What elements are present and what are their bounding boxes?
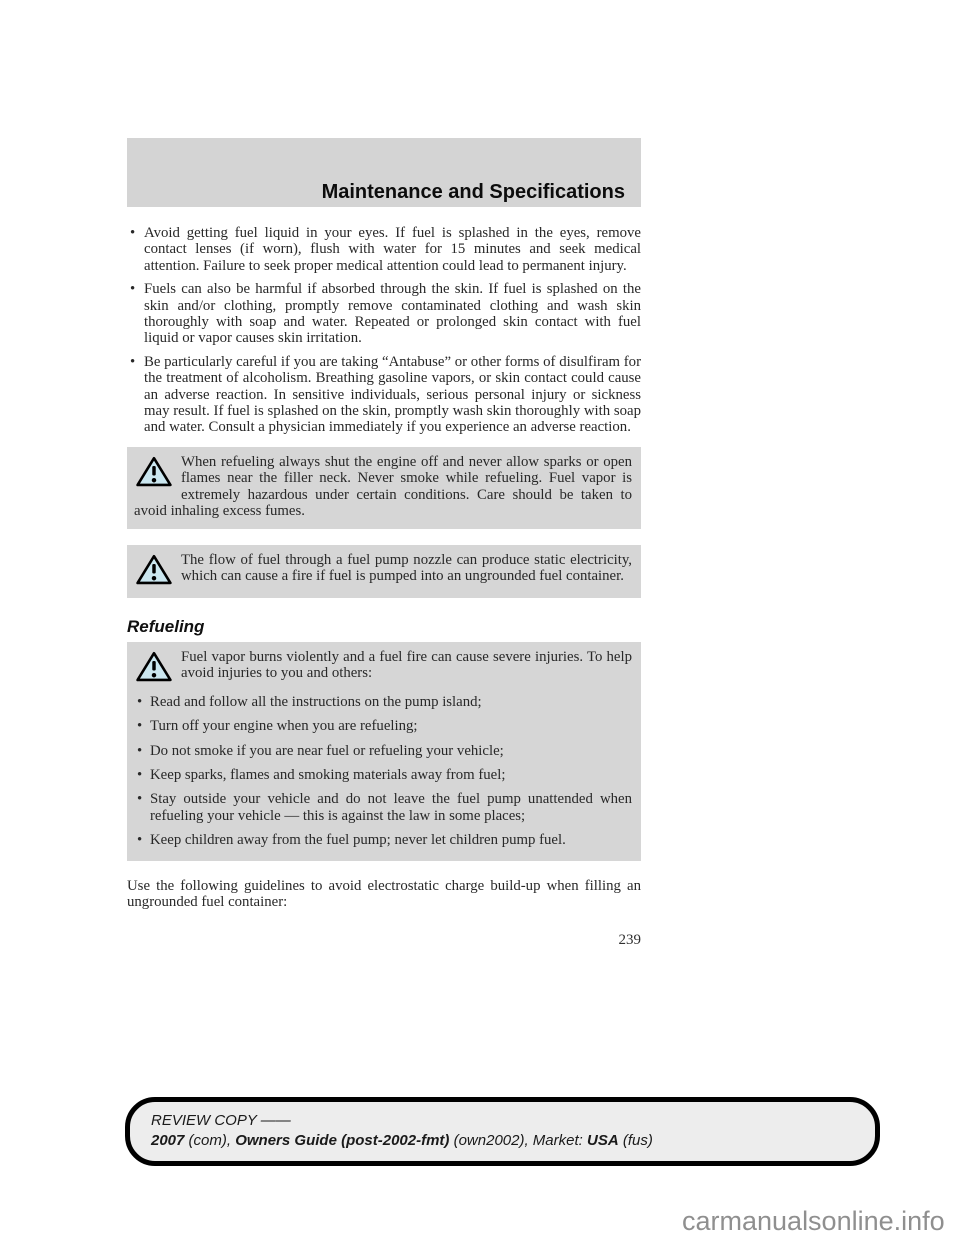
list-item: [127, 225, 641, 274]
review-copy-stamp: [125, 1097, 880, 1166]
bullet-marker: •: [137, 791, 143, 808]
bullet-marker: •: [137, 742, 143, 759]
warning-text: The flow of fuel through a fuel pump nozzle can produce static electricity, which can cause a fire if fuel is pumped into an ungrounded fuel container.: [181, 551, 632, 584]
fuel-safety-list: [127, 225, 641, 436]
warning-triangle-icon: [135, 553, 175, 587]
chapter-title: Maintenance and Specifications: [321, 180, 625, 203]
bullet-marker: •: [137, 832, 143, 849]
list-item: [134, 832, 632, 848]
list-item: [134, 718, 632, 734]
list-item-text: Do not smoke if you are near fuel or refueling your vehicle;: [150, 742, 504, 759]
page-number: 239: [618, 932, 641, 949]
list-item: [134, 791, 632, 824]
warning-triangle-icon: [135, 650, 175, 684]
warning-box-refueling-rules: [127, 642, 641, 861]
list-item: [134, 767, 632, 783]
bullet-marker: •: [130, 225, 136, 241]
market-code: USA: [586, 1132, 619, 1149]
watermark: carmanualsonline.info: [682, 1206, 945, 1236]
list-item: [134, 743, 632, 759]
build-info-text: (com),: [184, 1132, 236, 1149]
chapter-header: [127, 138, 641, 207]
closing-paragraph: Use the following guidelines to avoid electrostatic charge build-up when filling an ungrounded fuel container:: [127, 877, 641, 910]
bullet-marker: •: [137, 766, 143, 783]
bullet-marker: •: [130, 281, 136, 298]
list-item: [134, 694, 632, 710]
list-item-text: Keep sparks, flames and smoking materials away from fuel;: [150, 766, 506, 783]
build-info-text: (fus): [618, 1132, 653, 1149]
bullet-marker: •: [137, 693, 143, 710]
build-year: 2007: [151, 1132, 185, 1149]
list-item-text: Turn off your engine when you are refueling;: [150, 718, 418, 735]
warning-text: Fuel vapor burns violently and a fuel fire can cause severe injuries. To help avoid injuries to you and others:: [181, 648, 632, 682]
build-info-text: (own2002), Market:: [449, 1132, 587, 1149]
list-item-text: Fuels can also be harmful if absorbed through the skin. If fuel is splashed on the skin and/or clothing, promptly remove contaminated clothing and wash skin thoroughly with soap and water. Repeated or prolonged skin contact with fuel liquid or vapor causes skin irritation.: [144, 281, 641, 347]
warning-box-engine-off: [127, 447, 641, 529]
bullet-marker: •: [130, 353, 136, 370]
list-item-text: Stay outside your vehicle and do not leave the fuel pump unattended when refueling your vehicle — this is against the law in some places;: [150, 791, 632, 824]
list-item-text: Be particularly careful if you are taking “Antabuse” or other forms of disulfiram for the treatment of alcoholism. Breathing gasoline vapors, or skin contact could cause an adverse reaction. In sensitive individuals, serious personal injury or sickness may result. If fuel is splashed on the skin, promptly wash skin thoroughly with soap and water. Consult a physician immediately if you experience an adverse reaction.: [144, 353, 641, 436]
refueling-rules-list: [134, 694, 632, 849]
section-heading-refueling: Refueling: [127, 616, 205, 636]
warning-box-static-electricity: [127, 545, 641, 598]
page-content: [127, 138, 641, 949]
list-item-text: Keep children away from the fuel pump; never let children pump fuel.: [150, 832, 566, 849]
list-item: [127, 354, 641, 436]
list-item-text: Read and follow all the instructions on the pump island;: [150, 693, 482, 710]
warning-text: When refueling always shut the engine off and never allow sparks or open flames near the filler neck. Never smoke while refueling. Fuel vapor is extremely hazardous under certain conditions. Care should be taken to avoid inhaling excess fumes.: [134, 453, 632, 520]
warning-triangle-icon: [135, 455, 175, 489]
review-copy-line: REVIEW COPY ——: [151, 1112, 291, 1129]
list-item-text: Avoid getting fuel liquid in your eyes. If fuel is splashed in the eyes, remove contact lenses (if worn), flush with water for 15 minutes and seek medical attention. Failure to seek proper medical attention could lead to permanent injury.: [144, 225, 641, 274]
guide-name: Owners Guide (post-2002-fmt): [235, 1132, 450, 1149]
list-item: [127, 281, 641, 347]
bullet-marker: •: [137, 718, 143, 735]
build-info-line: [151, 1131, 863, 1151]
